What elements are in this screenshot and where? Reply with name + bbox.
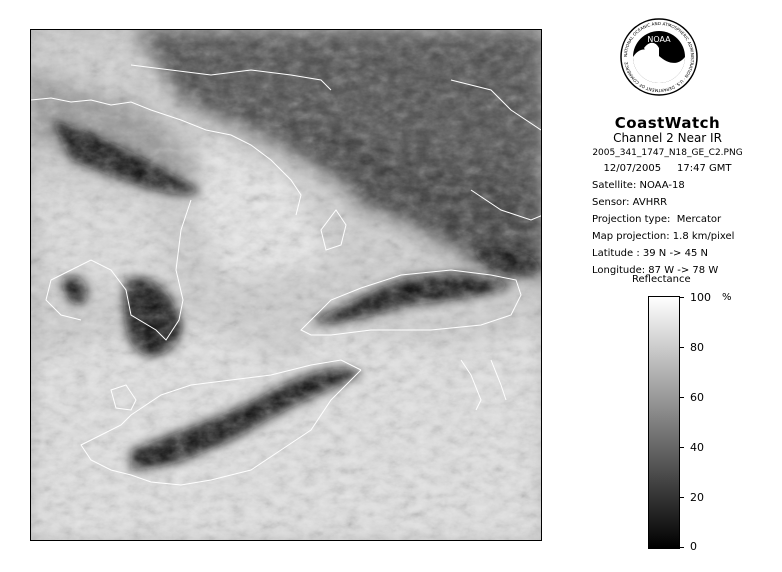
acquisition-datetime: 12/07/2005 17:47 GMT	[603, 163, 732, 174]
tick-mark	[679, 347, 684, 348]
tick-mark	[679, 447, 684, 448]
latitude-info: Latitude : 39 N -> 45 N	[592, 248, 708, 259]
tick-mark	[679, 547, 684, 548]
logo-center-text: NOAA	[647, 35, 671, 44]
file-name: 2005_341_1747_N18_GE_C2.PNG	[592, 148, 743, 158]
projection-type-info: Projection type: Mercator	[592, 214, 722, 225]
reflectance-colorbar	[648, 296, 680, 549]
satellite-image	[30, 29, 542, 541]
logo-ring-text: NATIONAL OCEANIC AND ATMOSPHERIC ADMINISTRATION · U.S. DEPARTMENT OF COMMERCE	[622, 20, 696, 94]
tick-mark	[679, 497, 684, 498]
longitude-info: Longitude: 87 W -> 78 W	[592, 265, 719, 276]
tick-mark	[679, 297, 684, 298]
satellite-map-svg	[31, 30, 542, 541]
satellite-info: Satellite: NOAA-18	[592, 180, 685, 191]
tick-mark	[679, 397, 684, 398]
map-projection-info: Map projection: 1.8 km/pixel	[592, 231, 735, 242]
tick-label: 20	[690, 491, 704, 504]
tick-label: 100	[690, 291, 711, 304]
noaa-logo-svg	[620, 18, 698, 96]
tick-label: 40	[690, 441, 704, 454]
product-title: CoastWatch	[614, 114, 721, 132]
noaa-logo	[620, 18, 698, 96]
tick-label: 80	[690, 341, 704, 354]
tick-label: 60	[690, 391, 704, 404]
legend-title: Reflectance	[632, 274, 691, 285]
sensor-info: Sensor: AVHRR	[592, 197, 668, 208]
texture-overlay	[31, 30, 542, 541]
channel-label: Channel 2 Near IR	[613, 131, 722, 145]
tick-label: 0	[690, 540, 697, 553]
legend-unit: %	[722, 292, 732, 303]
